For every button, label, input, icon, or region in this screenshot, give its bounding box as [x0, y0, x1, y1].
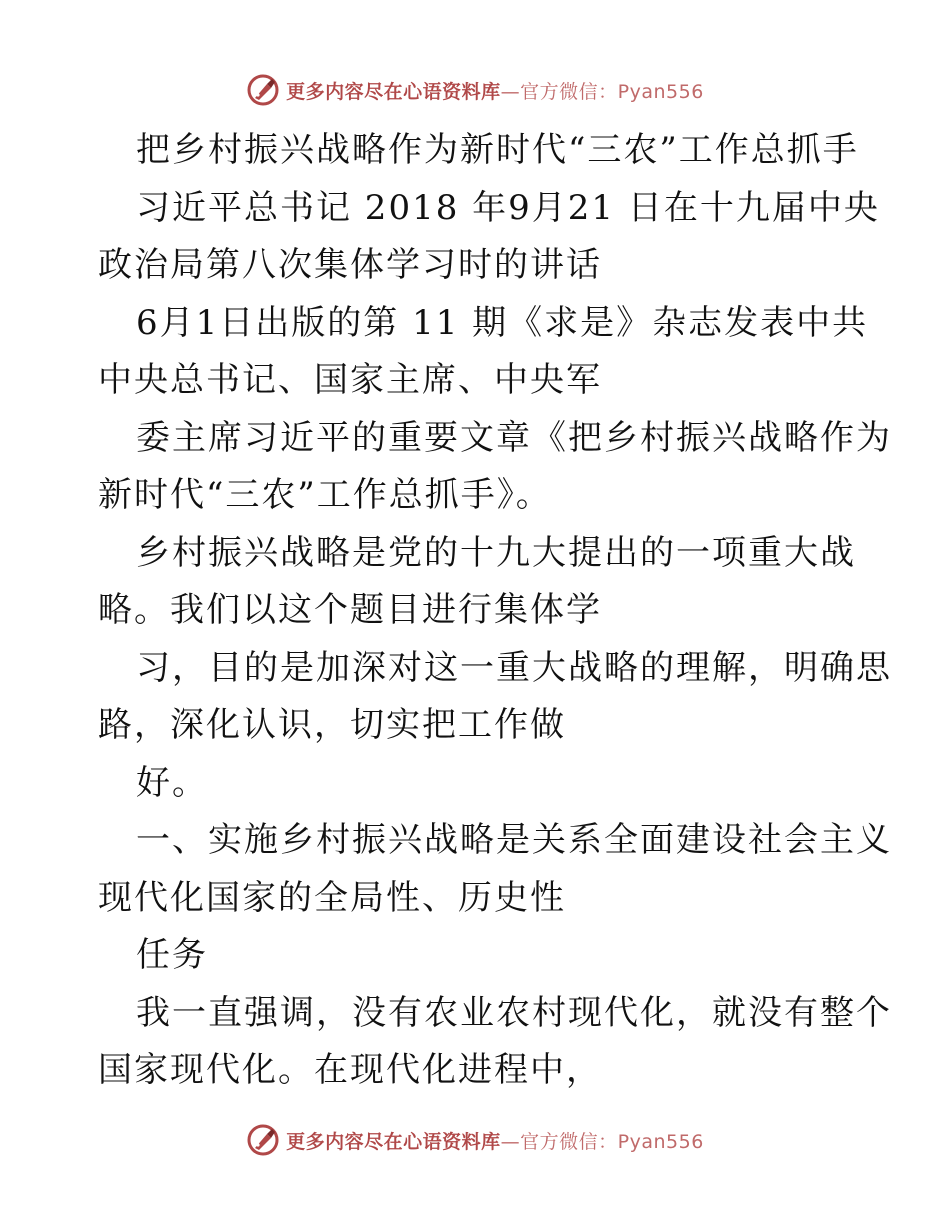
- page-header: [0, 70, 950, 110]
- text-line: 6月1日出版的第 11 期《求是》杂志发表中共: [136, 302, 869, 343]
- text-line: 政治局第八次集体学习时的讲话: [98, 245, 602, 285]
- text-line: 我一直强调，没有农业农村现代化，就没有整个: [136, 992, 892, 1033]
- pen-nib-logo-icon: [246, 73, 280, 107]
- header-brand-text: 更多内容尽在心语资料库: [286, 80, 501, 103]
- text-line: 国家现代化。在现代化进程中，: [98, 1050, 602, 1090]
- text-line: 新时代“三农”工作总抓手》。: [98, 475, 552, 515]
- footer-wechat-text: —官方微信：Pyan556: [500, 1130, 704, 1153]
- pen-nib-logo-icon: [246, 1123, 280, 1157]
- text-line: 一、实施乡村振兴战略是关系全面建设社会主义: [136, 820, 892, 860]
- text-line: 习，目的是加深对这一重大战略的理解，明确思: [136, 647, 892, 688]
- text-line: 乡村振兴战略是党的十九大提出的一项重大战: [136, 532, 856, 573]
- page-footer: [0, 1120, 950, 1160]
- text-line: 路，深化认识，切实把工作做: [98, 705, 566, 745]
- text-line: 把乡村振兴战略作为新时代“三农”工作总抓手: [136, 130, 859, 170]
- text-line: 好。: [136, 762, 208, 803]
- header-wechat-text: —官方微信：Pyan556: [500, 80, 704, 103]
- text-line: 习近平总书记 2018 年9月21 日在十九届中央: [136, 187, 880, 228]
- text-line: 现代化国家的全局性、历史性: [98, 877, 566, 918]
- text-line: 委主席习近平的重要文章《把乡村振兴战略作为: [136, 417, 892, 458]
- text-line: 任务: [136, 935, 208, 975]
- footer-brand-text: 更多内容尽在心语资料库: [286, 1130, 501, 1153]
- text-line: 中央总书记、国家主席、中央军: [98, 360, 602, 400]
- document-body: [98, 122, 892, 1100]
- text-line: 略。我们以这个题目进行集体学: [98, 590, 602, 630]
